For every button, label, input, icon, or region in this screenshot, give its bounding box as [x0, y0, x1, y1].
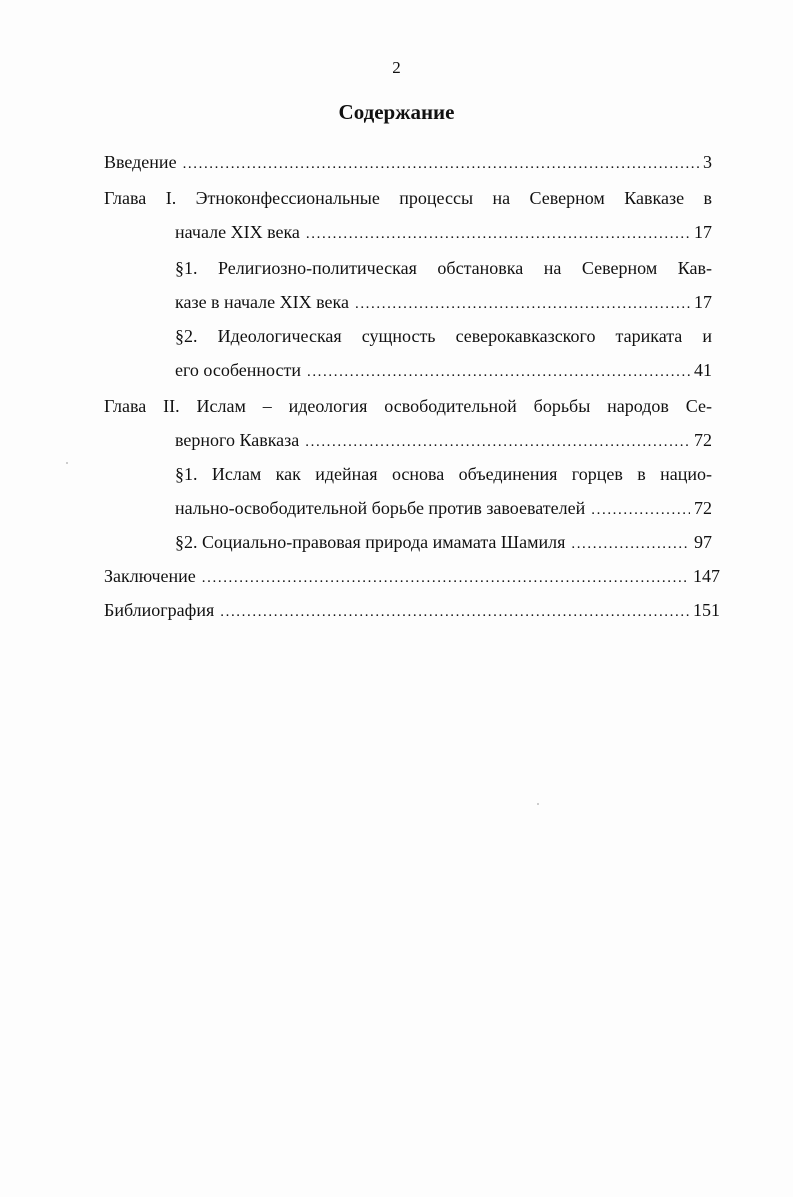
- toc-entry-chapter-1: [104, 186, 712, 210]
- leader-dots: [355, 292, 690, 316]
- toc-entry-section-2-1: [175, 462, 712, 486]
- scan-speck: [66, 462, 68, 464]
- toc-entry-page: 41: [694, 360, 712, 380]
- toc-entry-text: казе в начале XIX века: [175, 292, 349, 312]
- leader-dots: [305, 430, 690, 454]
- toc-entry-section-1-2-cont: [175, 358, 712, 384]
- toc-entry-text: верного Кавказа: [175, 430, 300, 450]
- toc-entry-text: нально-освободительной борьбе против завоевателей: [175, 498, 586, 518]
- toc-entry-text: §1. Религиозно-политическая обстановка на Северном Кав-: [175, 258, 712, 278]
- toc-entry-page: 17: [694, 222, 712, 242]
- toc-entry-section-2-2: [175, 530, 712, 556]
- toc-entry-text: Глава II. Ислам – идеология освободительной борьбы народов Се-: [104, 396, 712, 416]
- page-number: 2: [392, 58, 401, 77]
- toc-entry-bibliography: [104, 598, 720, 624]
- toc-entry-text: Введение: [104, 152, 177, 172]
- leader-dots: [202, 566, 689, 590]
- leader-dots: [307, 360, 690, 384]
- toc-entry-page: 151: [693, 600, 720, 620]
- toc-entry-section-1-1-cont: [175, 290, 712, 316]
- leader-dots: [306, 222, 690, 246]
- toc-entry-text: Библиография: [104, 600, 215, 620]
- toc-entry-page: 72: [694, 498, 712, 518]
- toc-entry-chapter-2-cont: [175, 428, 712, 454]
- toc-entry-section-1-1: [175, 256, 712, 280]
- toc-entry-text: Глава I. Этноконфессиональные процессы на Северном Кавказе в: [104, 188, 712, 208]
- toc-entry-text: начале XIX века: [175, 222, 300, 242]
- toc-entry-text: §2. Идеологическая сущность северокавказского тариката и: [175, 326, 712, 346]
- toc-entry-page: 17: [694, 292, 712, 312]
- toc-entry-section-1-2: [175, 324, 712, 348]
- toc-entry-page: 72: [694, 430, 712, 450]
- toc-entry-chapter-1-cont: [175, 220, 712, 246]
- toc-title: Содержание: [338, 100, 455, 124]
- toc-entry-text: его особенности: [175, 360, 301, 380]
- toc-entry-introduction: [104, 150, 712, 176]
- leader-dots: [220, 600, 689, 624]
- leader-dots: [571, 532, 690, 556]
- toc-entry-page: 97: [694, 532, 712, 552]
- toc-entry-page: 147: [693, 566, 720, 586]
- toc-entry-section-2-1-cont: [175, 496, 712, 522]
- toc-entry-page: 3: [703, 152, 712, 172]
- toc-entry-text: §2. Социально-правовая природа имамата Шамиля: [175, 532, 566, 552]
- toc-entry-text: §1. Ислам как идейная основа объединения горцев в нацио-: [175, 464, 712, 484]
- toc-entry-conclusion: [104, 564, 720, 590]
- toc-entry-text: Заключение: [104, 566, 196, 586]
- leader-dots: [591, 498, 690, 522]
- scan-speck: [537, 803, 539, 805]
- leader-dots: [183, 152, 699, 176]
- toc-entry-chapter-2: [104, 394, 712, 418]
